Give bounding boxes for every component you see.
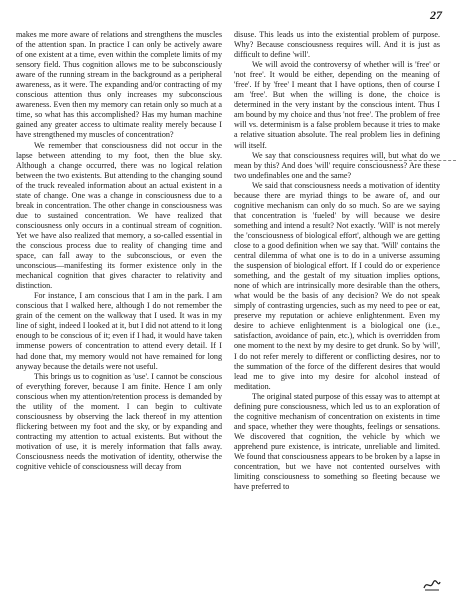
scan-artifact-line [360, 160, 456, 161]
text-columns [16, 30, 440, 590]
right-paragraph-3: We say that consciousness requires will, but what do we mean by this? And does 'will' require consciousness? Are these two undefinables one and the same? [234, 150, 440, 180]
left-column [16, 30, 222, 590]
right-column [234, 30, 440, 590]
page-number: 27 [430, 8, 442, 22]
scribble-icon [422, 578, 442, 592]
left-paragraph-2: We remember that consciousness did not occur in the lapse between attending to my foot, then the blue sky. Although a change occurred, there was no logical relation between the two existents. But attending to the changing sound of the truck revealed information about an actual existent in a state of change. One was a change in consciousness due to a break in concentration. The other change in consciousness was due to sustained concentration. We have realized that consciousness only occurs in a continual stream of cognition. Yet we have also realized that memory, a so-called essential in the conscious process due to reality of changing time and space, can fall away to the subconscious, or even the unconscious—manifesting its former existence only in the mechanical cognition that gives character to relativity and distinction. [16, 140, 222, 291]
left-paragraph-1: makes me more aware of relations and strengthens the muscles of the attention span. In practice I can only be actively aware of one existent at a time, even within the complete limits of my sensory field. Thus cognition allows me to be subconsciously aware of the running stream in the background as a peripheral awareness, as it were. The expanding and/or contracting of my conscious attention thus only increases my subconscious awareness. Even then my memory can retain only so much at a time, so what has this accomplished? Has my human machine gained any greater access to ultimate reality merely because I have strengthened my muscles of concentration? [16, 30, 222, 140]
right-paragraph-4: We said that consciousness needs a motivation of identity because there are myriad things to be aware of, and our cognitive mechanism can only do so much. So are we saying that concentration is 'fueled' by will because we desire something and intend a result? Not exactly. 'Will' is not merely the 'consciousness of biological effort', although we are getting close to a good definition when we say that. 'Will' contains the central dilemma of what one is to do in a universe assuming the suspension of biological effort. If I could do or experience something, and the gestalt of my situation implies options, none of which are intrinsically more desirable than the others, what would be the basis of any decision? We do not speak simply of contrasting urgencies, such as my need to pee or eat, preserve my reputation or achieve enlightenment. Even my desire to achieve enlightenment is a biological one (i.e., satisfaction, avoidance of pain, etc.), which is overridden from one moment to the next by my desire to get drunk. So by 'will', I do not refer merely to different or conflicting desires, nor to the summation of the force of the different desires that would lead me to give into my desire for alcohol instead of meditation. [234, 180, 440, 391]
left-paragraph-3: For instance, I am conscious that I am in the park. I am conscious that I walked here, although I do not remember the grain of the cement on the walkway that I used. It was in my line of sight, indeed I looked at it, but I did not attend to it long enough to be conscious of it; even if I had, it would have taken immense powers of concentration to attend every detail. If I had done that, my memory would not have remained for long anyway because the details were not useful. [16, 291, 222, 371]
right-paragraph-5: The original stated purpose of this essay was to attempt at defining pure consciousness, which led us to an exploration of the cognitive mechanism of concentration on existents in time and space, whether they were thoughts, feelings or sensations. We discovered that cognition, the vehicle by which we apprehend pure existence, is intricate, unreliable and limited. We found that consciousness appears to be broken by a lapse in concentration, but we have not contented ourselves with limiting consciousness to something so fleeting because we have preferred to [234, 391, 440, 492]
left-paragraph-4: This brings us to cognition as 'use'. I cannot be conscious of everything forever, because I am finite. Hence I am only conscious when my attention/retention process is demanded by the utility of the moment. I can begin to cultivate consciousness by observing the lack thereof in my attention flickering between my foot and the sky, or by expanding and contracting my attention to actual existents. But without the motivation of use, it is merely information that falls away. Consciousness needs the motivation of identity, otherwise the cognitive vehicle of consciousness will decay from [16, 371, 222, 472]
right-paragraph-1: disuse. This leads us into the existential problem of purpose. Why? Because consciousness requires will. And it is just as difficult to define 'will'. [234, 30, 440, 60]
right-paragraph-2: We will avoid the controversy of whether will is 'free' or 'not free'. It would be either, depending on the meaning of 'free'. If by 'free' I meant that I have options, then of course I am 'free'. But when the willing is done, the choice is determined in the very instant by the conscious intent. Thus I am bound by my choice and thus 'not free'. The problem of free will vs. determinism is a false problem because it tries to make a relative situation absolute. The real problem lies in defining will itself. [234, 60, 440, 150]
